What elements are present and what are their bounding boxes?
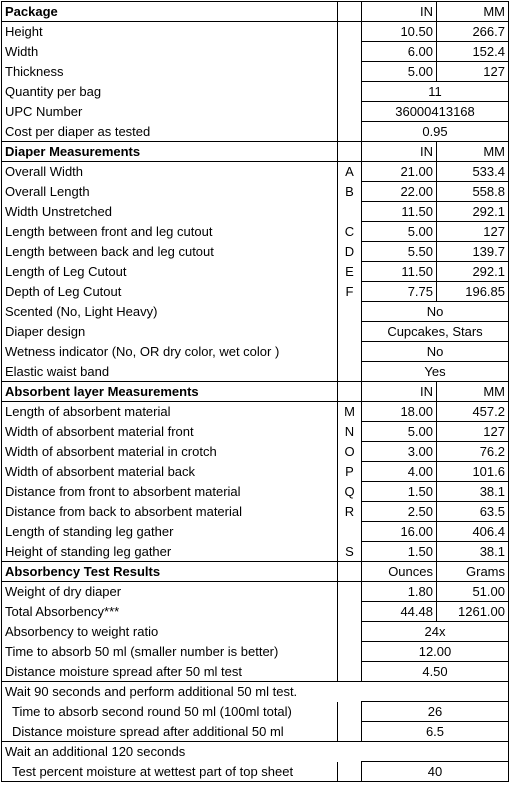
row-value: Cupcakes, Stars — [362, 322, 509, 342]
column-header-in: Ounces — [362, 562, 437, 582]
column-header-mm: Grams — [437, 562, 509, 582]
row-label: Depth of Leg Cutout — [2, 282, 338, 302]
row-label: Test percent moisture at wettest part of top sheet — [2, 762, 338, 782]
section-header — [2, 562, 509, 582]
table-row — [2, 482, 509, 502]
spec-table — [1, 1, 509, 782]
row-value: 4.50 — [362, 662, 509, 682]
row-value: 11 — [362, 82, 509, 102]
row-value-in: 1.50 — [362, 542, 437, 562]
row-value-in: 4.00 — [362, 462, 437, 482]
row-value: 0.95 — [362, 122, 509, 142]
row-code — [338, 702, 362, 722]
row-value-in: 1.80 — [362, 582, 437, 602]
row-code: A — [338, 162, 362, 182]
row-label: Time to absorb 50 ml (smaller number is better) — [2, 642, 338, 662]
code-cell — [338, 382, 362, 402]
table-row — [2, 202, 509, 222]
code-cell — [338, 142, 362, 162]
row-label: Width Unstretched — [2, 202, 338, 222]
row-label: Diaper design — [2, 322, 338, 342]
table-row — [2, 342, 509, 362]
row-value-mm: 51.00 — [437, 582, 509, 602]
row-label: Quantity per bag — [2, 82, 338, 102]
row-label: Overall Length — [2, 182, 338, 202]
row-label: Width of absorbent material in crotch — [2, 442, 338, 462]
row-value-in: 2.50 — [362, 502, 437, 522]
row-value: 12.00 — [362, 642, 509, 662]
row-label: Height of standing leg gather — [2, 542, 338, 562]
row-code — [338, 342, 362, 362]
table-row — [2, 162, 509, 182]
row-value-mm: 152.4 — [437, 42, 509, 62]
table-row — [2, 402, 509, 422]
table-row — [2, 242, 509, 262]
row-value-in: 18.00 — [362, 402, 437, 422]
row-code — [338, 302, 362, 322]
row-value-in: 22.00 — [362, 182, 437, 202]
row-code — [338, 42, 362, 62]
row-code: M — [338, 402, 362, 422]
table-row — [2, 302, 509, 322]
row-value-mm: 76.2 — [437, 442, 509, 462]
row-value: 26 — [362, 702, 509, 722]
row-label: Width of absorbent material back — [2, 462, 338, 482]
section-title: Package — [2, 2, 338, 22]
row-value-mm: 196.85 — [437, 282, 509, 302]
row-value-in: 5.50 — [362, 242, 437, 262]
row-code — [338, 22, 362, 42]
instruction-text: Wait 90 seconds and perform additional 50 ml test. — [2, 682, 509, 702]
table-row — [2, 662, 509, 682]
row-value-in: 7.75 — [362, 282, 437, 302]
table-row — [2, 542, 509, 562]
row-code — [338, 62, 362, 82]
row-value-in: 16.00 — [362, 522, 437, 542]
row-code — [338, 122, 362, 142]
row-label: Length between front and leg cutout — [2, 222, 338, 242]
row-code: B — [338, 182, 362, 202]
row-value-mm: 406.4 — [437, 522, 509, 542]
row-value: No — [362, 342, 509, 362]
row-value: No — [362, 302, 509, 322]
table-row — [2, 642, 509, 662]
row-value-mm: 266.7 — [437, 22, 509, 42]
row-code — [338, 82, 362, 102]
table-row — [2, 522, 509, 542]
row-label: Width — [2, 42, 338, 62]
code-cell — [338, 562, 362, 582]
row-code — [338, 642, 362, 662]
spec-table-body — [2, 2, 509, 782]
row-code — [338, 762, 362, 782]
row-code: E — [338, 262, 362, 282]
column-header-mm: MM — [437, 2, 509, 22]
row-code — [338, 662, 362, 682]
row-label: Length of absorbent material — [2, 402, 338, 422]
row-value-in: 10.50 — [362, 22, 437, 42]
table-row — [2, 82, 509, 102]
table-row — [2, 222, 509, 242]
row-label: Width of absorbent material front — [2, 422, 338, 442]
row-value-mm: 38.1 — [437, 542, 509, 562]
section-title: Diaper Measurements — [2, 142, 338, 162]
row-value: 24x — [362, 622, 509, 642]
column-header-in: IN — [362, 382, 437, 402]
row-label: Scented (No, Light Heavy) — [2, 302, 338, 322]
row-code: S — [338, 542, 362, 562]
row-label: Length of Leg Cutout — [2, 262, 338, 282]
row-value-mm: 101.6 — [437, 462, 509, 482]
table-row — [2, 62, 509, 82]
row-value-in: 3.00 — [362, 442, 437, 462]
row-code: R — [338, 502, 362, 522]
table-row — [2, 322, 509, 342]
row-code: N — [338, 422, 362, 442]
table-row — [2, 442, 509, 462]
row-value-in: 11.50 — [362, 262, 437, 282]
row-value: 36000413168 — [362, 102, 509, 122]
table-row — [2, 722, 509, 742]
row-code — [338, 322, 362, 342]
row-label: Height — [2, 22, 338, 42]
row-value-mm: 63.5 — [437, 502, 509, 522]
table-row — [2, 262, 509, 282]
row-label: Length of standing leg gather — [2, 522, 338, 542]
table-row — [2, 602, 509, 622]
table-row — [2, 422, 509, 442]
section-header — [2, 142, 509, 162]
row-value: 6.5 — [362, 722, 509, 742]
row-value: Yes — [362, 362, 509, 382]
table-row — [2, 102, 509, 122]
section-header — [2, 382, 509, 402]
row-value-in: 6.00 — [362, 42, 437, 62]
row-label: Time to absorb second round 50 ml (100ml total) — [2, 702, 338, 722]
table-row — [2, 502, 509, 522]
row-label: Weight of dry diaper — [2, 582, 338, 602]
column-header-in: IN — [362, 142, 437, 162]
instruction-text: Wait an additional 120 seconds — [2, 742, 509, 762]
row-label: Absorbency to weight ratio — [2, 622, 338, 642]
row-label: Elastic waist band — [2, 362, 338, 382]
section-title: Absorbent layer Measurements — [2, 382, 338, 402]
row-code — [338, 202, 362, 222]
table-row — [2, 702, 509, 722]
table-row — [2, 22, 509, 42]
table-row — [2, 282, 509, 302]
row-value-mm: 38.1 — [437, 482, 509, 502]
row-value-mm: 292.1 — [437, 262, 509, 282]
row-label: Overall Width — [2, 162, 338, 182]
row-label: Cost per diaper as tested — [2, 122, 338, 142]
row-label: UPC Number — [2, 102, 338, 122]
instruction-row — [2, 682, 509, 702]
column-header-mm: MM — [437, 382, 509, 402]
row-value: 40 — [362, 762, 509, 782]
row-value-in: 11.50 — [362, 202, 437, 222]
row-value-mm: 292.1 — [437, 202, 509, 222]
table-row — [2, 362, 509, 382]
column-header-mm: MM — [437, 142, 509, 162]
row-value-mm: 127 — [437, 62, 509, 82]
row-value-in: 21.00 — [362, 162, 437, 182]
row-code: D — [338, 242, 362, 262]
table-row — [2, 42, 509, 62]
row-code — [338, 722, 362, 742]
row-code: O — [338, 442, 362, 462]
row-code — [338, 582, 362, 602]
table-row — [2, 622, 509, 642]
row-value-mm: 533.4 — [437, 162, 509, 182]
row-code — [338, 602, 362, 622]
row-value-mm: 139.7 — [437, 242, 509, 262]
code-cell — [338, 2, 362, 22]
section-title: Absorbency Test Results — [2, 562, 338, 582]
row-code — [338, 362, 362, 382]
row-label: Distance from back to absorbent material — [2, 502, 338, 522]
row-code: C — [338, 222, 362, 242]
row-value-in: 5.00 — [362, 222, 437, 242]
row-code — [338, 622, 362, 642]
row-code: Q — [338, 482, 362, 502]
row-value-mm: 127 — [437, 422, 509, 442]
row-code: P — [338, 462, 362, 482]
table-row — [2, 122, 509, 142]
table-row — [2, 582, 509, 602]
row-value-in: 44.48 — [362, 602, 437, 622]
row-label: Wetness indicator (No, OR dry color, wet color ) — [2, 342, 338, 362]
row-code — [338, 102, 362, 122]
row-code — [338, 522, 362, 542]
row-value-in: 5.00 — [362, 62, 437, 82]
instruction-row — [2, 742, 509, 762]
row-label: Distance moisture spread after 50 ml test — [2, 662, 338, 682]
row-label: Total Absorbency*** — [2, 602, 338, 622]
row-label: Distance from front to absorbent material — [2, 482, 338, 502]
row-value-in: 1.50 — [362, 482, 437, 502]
row-label: Length between back and leg cutout — [2, 242, 338, 262]
table-row — [2, 762, 509, 782]
row-label: Distance moisture spread after additional 50 ml — [2, 722, 338, 742]
row-value-mm: 558.8 — [437, 182, 509, 202]
table-row — [2, 182, 509, 202]
column-header-in: IN — [362, 2, 437, 22]
row-value-mm: 1261.00 — [437, 602, 509, 622]
row-label: Thickness — [2, 62, 338, 82]
row-value-mm: 127 — [437, 222, 509, 242]
row-value-mm: 457.2 — [437, 402, 509, 422]
section-header — [2, 2, 509, 22]
row-code: F — [338, 282, 362, 302]
row-value-in: 5.00 — [362, 422, 437, 442]
table-row — [2, 462, 509, 482]
